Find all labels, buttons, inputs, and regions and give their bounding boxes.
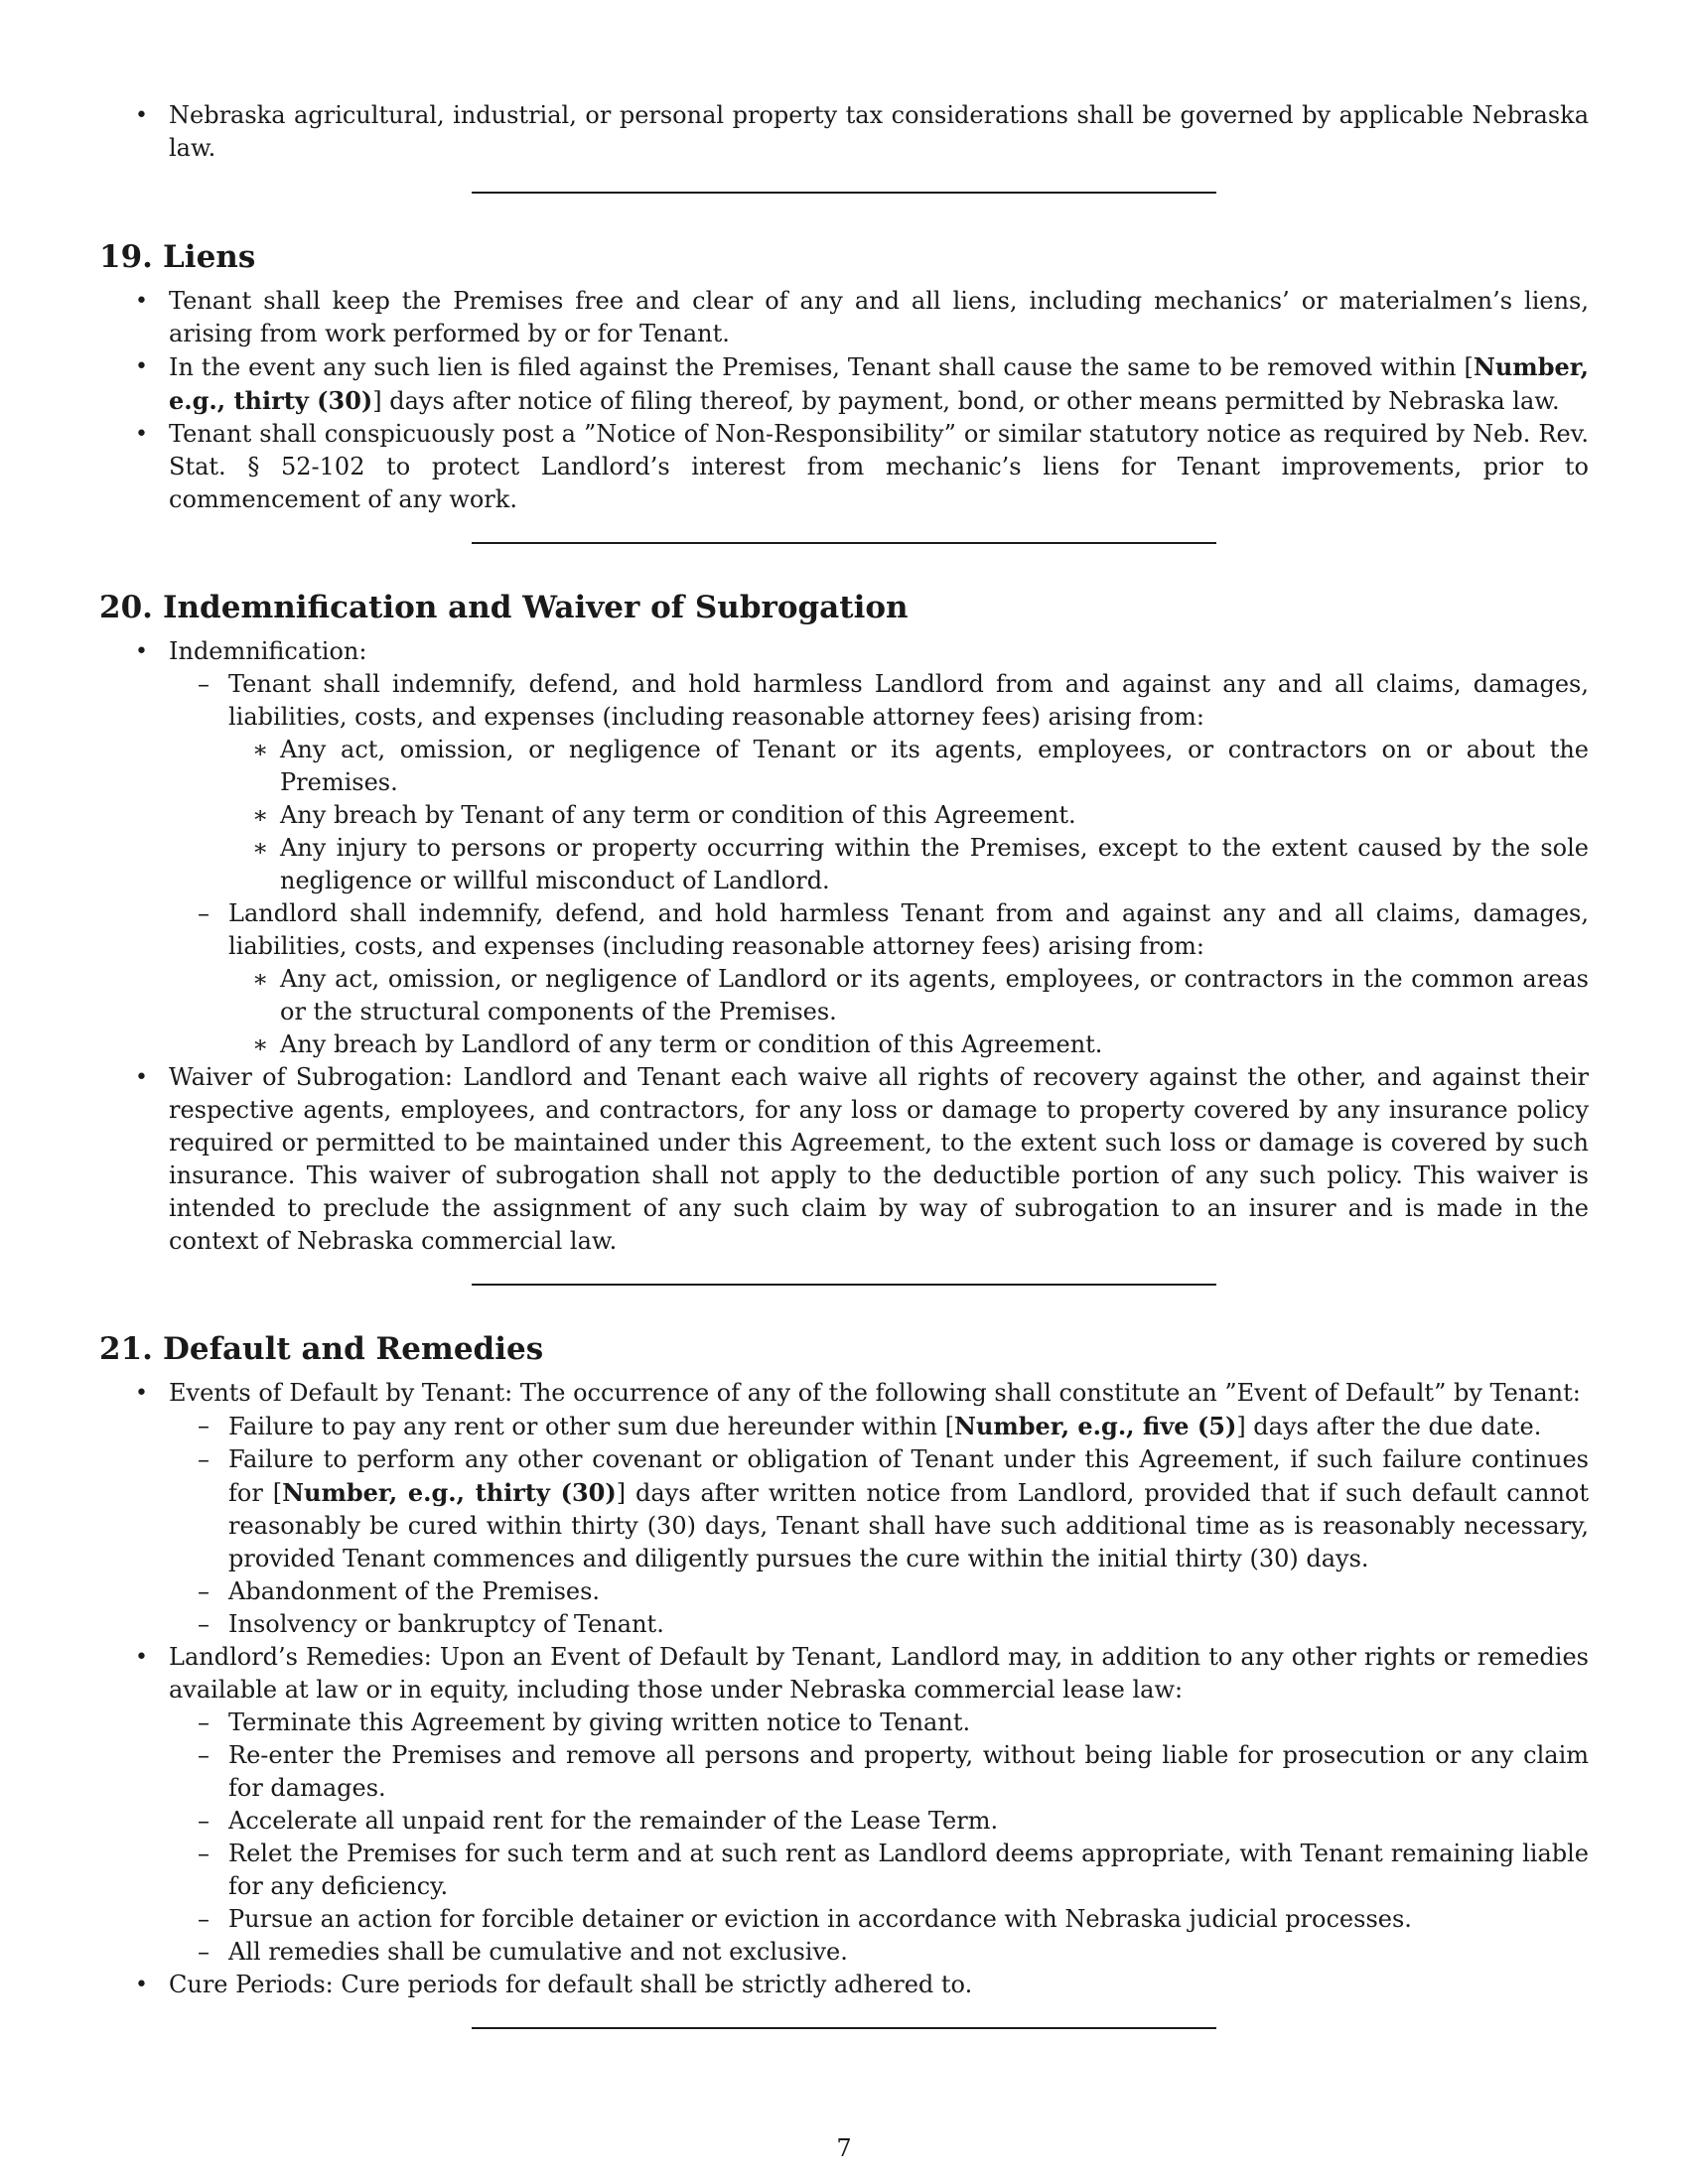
item-text: Tenant shall indemnify, defend, and hold harmless Landlord from and against any and all claims, damages, liabilities, costs, and expenses (including reasonable attorney fees) arising from: [228, 670, 1589, 731]
list-item [169, 1410, 1589, 1443]
list-item: • Nebraska agricultural, industrial, or personal property tax considerations shall be governed by applicable Nebraska law. [99, 99, 1589, 165]
list-item: – Abandonment of the Premises. [169, 1575, 1589, 1608]
list-item: ∗ Any act, omission, or negligence of Landlord or its agents, employees, or contractors in the common areas or the structural components of the Premises. [228, 963, 1589, 1028]
list-item: • Tenant shall conspicuously post a ”Notice of Non-Responsibility” or similar statutory notice as required by Neb. Rev. Stat. § 52-102 to protect Landlord’s interest from mechanic’s liens for Tenant improvements, prior to commencement of any work. [99, 418, 1589, 516]
placeholder-term: Number, e.g., thirty (30) [282, 1478, 617, 1507]
list-item: • Cure Periods: Cure periods for default shall be strictly adhered to. [99, 1969, 1589, 2001]
list-item [169, 1443, 1589, 1575]
list-item: – Accelerate all unpaid rent for the remainder of the Lease Term. [169, 1805, 1589, 1838]
item-label: Landlord’s Remedies: Upon an Event of Default by Tenant, Landlord may, in addition to any other rights or remedies available at law or in equity, including those under Nebraska commercial lease law: [169, 1643, 1589, 1704]
text-span: ] days after written notice from Landlord, provided that if such default cannot reasonably be cured within thirty (30) days, Tenant shall have such additional time as is reasonably necessary, provided Tenant commences and diligently pursues the cure within the initial thirty (30) days. [228, 1479, 1589, 1572]
section-number: 19. [99, 239, 153, 275]
section-title: Default and Remedies [163, 1331, 544, 1367]
subsublist [228, 963, 1589, 1061]
list-item: – Pursue an action for forcible detainer or eviction in accordance with Nebraska judicial processes. [169, 1903, 1589, 1936]
text-span: ] days after notice of filing thereof, by payment, bond, or other means permitted by Nebraska law. [372, 387, 1560, 415]
subsublist [228, 734, 1589, 897]
default-list [99, 1377, 1589, 2001]
text-span: Failure to pay any rent or other sum due hereunder within [ [228, 1413, 954, 1440]
list-item: ∗ Any breach by Tenant of any term or condition of this Agreement. [228, 799, 1589, 832]
list-item [99, 1641, 1589, 1969]
list-item [99, 635, 1589, 1061]
list-item: – Relet the Premises for such term and at such rent as Landlord deems appropriate, with Tenant remaining liable for any deficiency. [169, 1838, 1589, 1903]
sublist [169, 668, 1589, 1061]
sublist [169, 1410, 1589, 1641]
list-item: – Re-enter the Premises and remove all persons and property, without being liable for prosecution or any claim for damages. [169, 1739, 1589, 1805]
list-item: – Insolvency or bankruptcy of Tenant. [169, 1608, 1589, 1641]
list-item [99, 1377, 1589, 1641]
section-heading-default [99, 1329, 1589, 1369]
section-divider [472, 542, 1216, 544]
carryover-list [99, 99, 1589, 165]
text-span: In the event any such lien is filed against the Premises, Tenant shall cause the same to be removed within [ [169, 353, 1474, 381]
text-span: ] days after the due date. [1236, 1413, 1542, 1440]
section-heading-indemnification [99, 588, 1589, 627]
list-item [169, 668, 1589, 897]
text-span: Failure to perform any other covenant or obligation of Tenant under this Agreement, if such failure continues for [ [228, 1445, 1589, 1507]
liens-list [99, 285, 1589, 516]
section-title: Indemnification and Waiver of Subrogation [163, 590, 909, 625]
list-item: – All remedies shall be cumulative and not exclusive. [169, 1936, 1589, 1969]
list-item: ∗ Any breach by Landlord of any term or condition of this Agreement. [228, 1028, 1589, 1061]
item-text: Landlord shall indemnify, defend, and hold harmless Tenant from and against any and all claims, damages, liabilities, costs, and expenses (including reasonable attorney fees) arising from: [228, 899, 1589, 960]
section-number: 20. [99, 590, 153, 625]
list-item: • Tenant shall keep the Premises free and clear of any and all liens, including mechanics’ or materialmen’s liens, arising from work performed by or for Tenant. [99, 285, 1589, 350]
placeholder-term: Number, e.g., thirty (30) [169, 352, 1589, 415]
page-number: 7 [836, 2134, 852, 2162]
sublist [169, 1706, 1589, 1969]
list-item [99, 350, 1589, 418]
item-label: Events of Default by Tenant: The occurrence of any of the following shall constitute an ”Event of Default” by Tenant: [169, 1379, 1581, 1407]
indemnification-list [99, 635, 1589, 1258]
section-number: 21. [99, 1331, 153, 1367]
list-item: • Waiver of Subrogation: Landlord and Tenant each waive all rights of recovery against the other, and against their respective agents, employees, and contractors, for any loss or damage to property covered by any insurance policy required or permitted to be maintained under this Agreement, to the extent such loss or damage is covered by such insurance. This waiver of subrogation shall not apply to the deductible portion of any such policy. This waiver is intended to preclude the assignment of any such claim by way of subrogation to an insurer and is made in the context of Nebraska commercial law. [99, 1061, 1589, 1258]
list-item: ∗ Any injury to persons or property occurring within the Premises, except to the extent caused by the sole negligence or willful misconduct of Landlord. [228, 832, 1589, 897]
section-heading-liens [99, 237, 1589, 277]
section-divider [472, 2027, 1216, 2029]
item-label: Indemnification: [169, 637, 367, 665]
section-title: Liens [163, 239, 256, 275]
list-item: – Terminate this Agreement by giving written notice to Tenant. [169, 1706, 1589, 1739]
section-divider [472, 1284, 1216, 1286]
document-page [99, 99, 1589, 2029]
placeholder-term: Number, e.g., five (5) [953, 1412, 1237, 1440]
list-item [169, 897, 1589, 1061]
list-item: ∗ Any act, omission, or negligence of Tenant or its agents, employees, or contractors on or about the Premises. [228, 734, 1589, 799]
section-divider [472, 192, 1216, 194]
